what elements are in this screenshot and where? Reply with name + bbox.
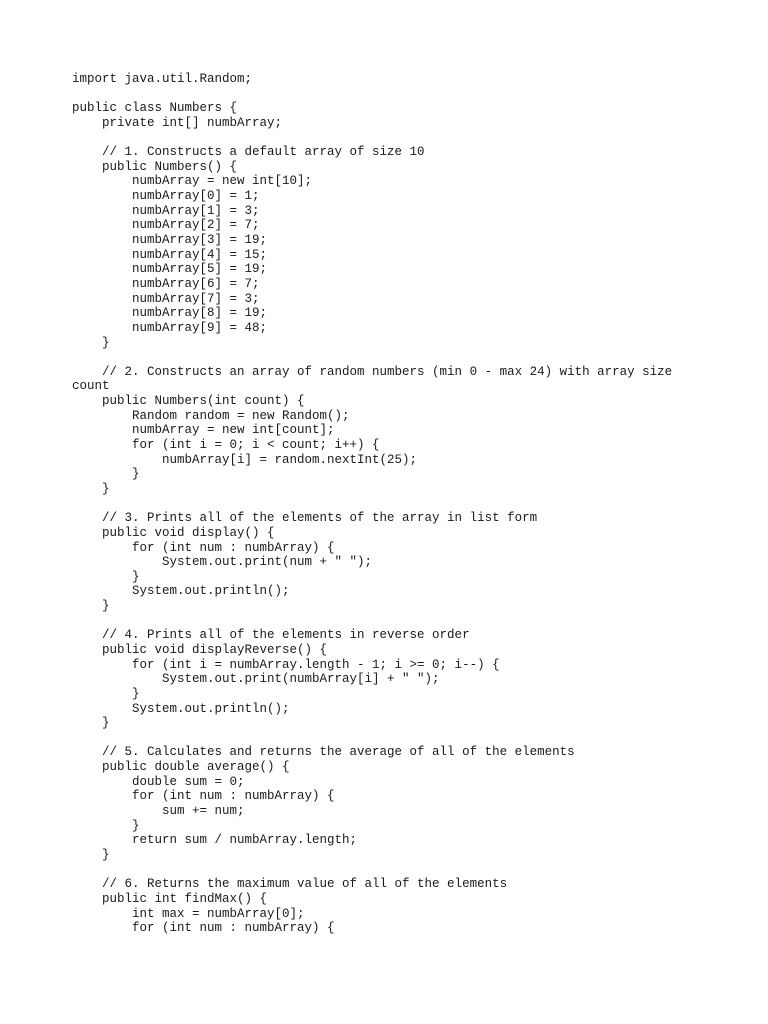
code-line: } — [72, 818, 140, 833]
code-line — [72, 131, 692, 146]
code-line — [72, 350, 692, 365]
code-line: System.out.print(numbArray[i] + " "); — [72, 672, 440, 687]
code-line: } — [72, 335, 110, 350]
code-line: numbArray[2] = 7; — [72, 218, 260, 233]
code-line: for (int num : numbArray) { — [72, 921, 335, 936]
code-line: return sum / numbArray.length; — [72, 833, 358, 848]
code-line — [72, 863, 692, 878]
code-line: numbArray[3] = 19; — [72, 233, 268, 248]
code-line: for (int i = numbArray.length - 1; i >= 0; i--) { — [72, 657, 500, 672]
code-line: // 5. Calculates and returns the average of all of the elements — [72, 745, 575, 760]
code-line: double sum = 0; — [72, 774, 245, 789]
code-line: public int findMax() { — [72, 891, 268, 906]
code-line: // 1. Constructs a default array of size 10 — [72, 145, 425, 160]
code-line: numbArray = new int[count]; — [72, 423, 335, 438]
code-line: numbArray[9] = 48; — [72, 320, 268, 335]
code-line: count — [72, 379, 110, 394]
code-line — [72, 614, 692, 629]
code-line: public Numbers(int count) { — [72, 394, 305, 409]
code-listing — [72, 72, 692, 936]
code-line: System.out.print(num + " "); — [72, 555, 373, 570]
code-line: // 2. Constructs an array of random numbers (min 0 - max 24) with array size — [72, 364, 673, 379]
code-line: numbArray = new int[10]; — [72, 174, 313, 189]
code-line: } — [72, 716, 110, 731]
code-line: } — [72, 481, 110, 496]
code-line: numbArray[8] = 19; — [72, 306, 268, 321]
code-line: numbArray[1] = 3; — [72, 203, 260, 218]
code-line — [72, 87, 692, 102]
code-line: private int[] numbArray; — [72, 115, 283, 130]
code-line: public double average() { — [72, 760, 290, 775]
code-line: numbArray[i] = random.nextInt(25); — [72, 452, 418, 467]
code-line: System.out.println(); — [72, 584, 290, 599]
code-line: public void display() { — [72, 525, 275, 540]
code-line: numbArray[0] = 1; — [72, 189, 260, 204]
code-line: numbArray[4] = 15; — [72, 247, 268, 262]
code-line: // 6. Returns the maximum value of all of the elements — [72, 877, 508, 892]
code-line: numbArray[5] = 19; — [72, 262, 268, 277]
code-line: public class Numbers { — [72, 101, 238, 116]
code-line: for (int num : numbArray) { — [72, 540, 335, 555]
code-line: sum += num; — [72, 804, 245, 819]
code-line: } — [72, 569, 140, 584]
code-line: import java.util.Random; — [72, 72, 253, 86]
code-line: } — [72, 686, 140, 701]
code-line: } — [72, 847, 110, 862]
code-line — [72, 731, 692, 746]
code-line — [72, 497, 692, 512]
code-line: public void displayReverse() { — [72, 642, 328, 657]
code-line: } — [72, 599, 110, 614]
code-line: // 3. Prints all of the elements of the array in list form — [72, 511, 538, 526]
code-line: System.out.println(); — [72, 701, 290, 716]
code-line: public Numbers() { — [72, 159, 238, 174]
code-line: } — [72, 467, 140, 482]
code-line: numbArray[7] = 3; — [72, 291, 260, 306]
code-line: for (int num : numbArray) { — [72, 789, 335, 804]
code-line: // 4. Prints all of the elements in reverse order — [72, 628, 470, 643]
code-line: for (int i = 0; i < count; i++) { — [72, 438, 380, 453]
code-line: Random random = new Random(); — [72, 408, 350, 423]
code-line: int max = numbArray[0]; — [72, 906, 305, 921]
code-line: numbArray[6] = 7; — [72, 276, 260, 291]
